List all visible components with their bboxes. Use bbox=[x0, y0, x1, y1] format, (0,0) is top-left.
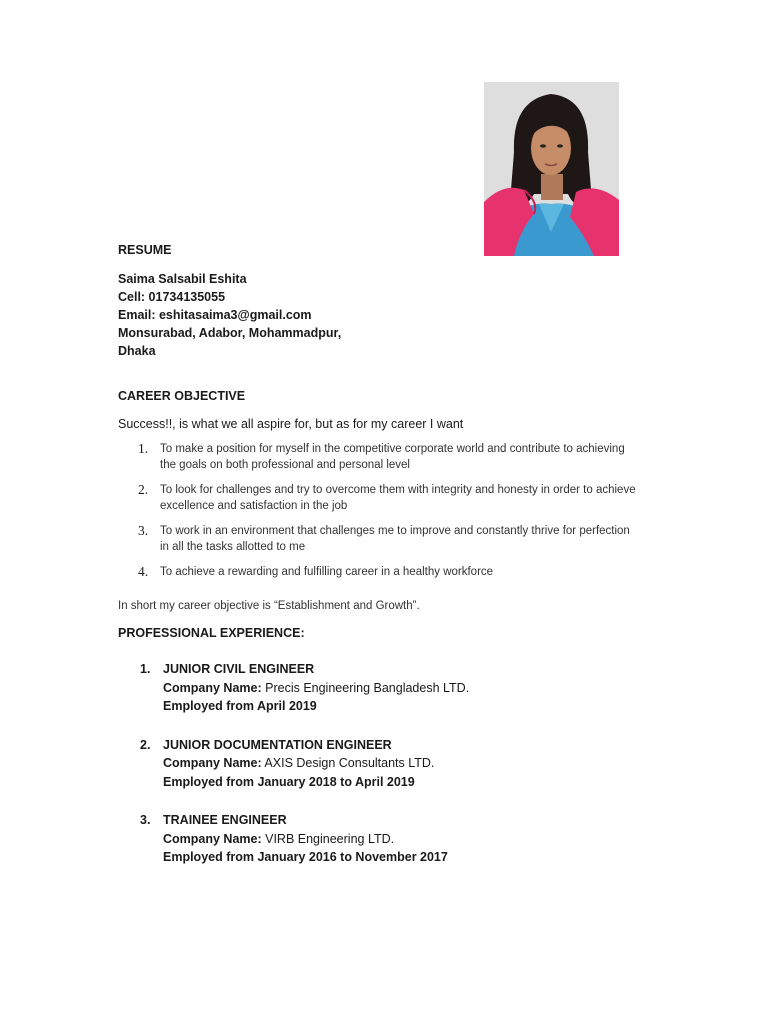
list-item bbox=[118, 523, 638, 555]
objective-text: To make a position for myself in the competitive corporate world and contribute to achieving the goals on both professional and personal level bbox=[160, 443, 625, 471]
contact-cell: Cell: 01734135055 bbox=[118, 290, 226, 304]
resume-title: RESUME bbox=[118, 243, 172, 257]
contact-address-line1: Monsurabad, Adabor, Mohammadpur, bbox=[118, 326, 342, 340]
job-title: JUNIOR CIVIL ENGINEER bbox=[163, 662, 315, 676]
objective-number: 4. bbox=[138, 564, 149, 579]
profile-photo bbox=[484, 82, 619, 256]
objective-text: To achieve a rewarding and fulfilling career in a healthy workforce bbox=[160, 566, 494, 578]
experience-list bbox=[118, 660, 638, 887]
company-name: VIRB Engineering LTD. bbox=[261, 831, 395, 846]
contact-name: Saima Salsabil Eshita bbox=[118, 272, 247, 286]
list-item bbox=[118, 441, 638, 473]
contact-address-line2: Dhaka bbox=[118, 344, 156, 358]
contact-block bbox=[118, 270, 341, 360]
career-objective-heading: CAREER OBJECTIVE bbox=[118, 389, 246, 403]
company-label: Company Name: bbox=[163, 680, 262, 695]
job-title: TRAINEE ENGINEER bbox=[163, 813, 287, 827]
career-objective-summary: In short my career objective is “Establishment and Growth”. bbox=[118, 600, 420, 612]
company-label: Company Name: bbox=[163, 756, 262, 770]
objective-number: 3. bbox=[138, 523, 149, 538]
list-item bbox=[118, 482, 638, 514]
experience-number: 2. bbox=[140, 737, 151, 752]
objective-text: To work in an environment that challenges me to improve and constantly thrive for perfection in all the tasks allotted to me bbox=[160, 525, 630, 553]
employment-period: Employed from January 2018 to April 2019 bbox=[163, 774, 415, 789]
professional-experience-heading: PROFESSIONAL EXPERIENCE: bbox=[118, 626, 305, 640]
list-item bbox=[118, 564, 638, 580]
employment-period: Employed from April 2019 bbox=[163, 699, 317, 713]
experience-number: 1. bbox=[140, 662, 151, 676]
career-objectives-list bbox=[118, 441, 638, 589]
objective-number: 2. bbox=[138, 482, 149, 497]
experience-number: 3. bbox=[140, 813, 151, 827]
company-label: Company Name: bbox=[163, 831, 262, 846]
job-title: JUNIOR DOCUMENTATION ENGINEER bbox=[163, 737, 392, 752]
employment-period: Employed from January 2016 to November 2017 bbox=[163, 850, 448, 864]
objective-text: To look for challenges and try to overcome them with integrity and honesty in order to achieve excellence and satisfaction in the job bbox=[160, 484, 636, 512]
objective-number: 1. bbox=[138, 441, 149, 456]
company-name: AXIS Design Consultants LTD. bbox=[261, 756, 435, 770]
career-objective-intro: Success!!, is what we all aspire for, but as for my career I want bbox=[118, 417, 464, 431]
list-item bbox=[118, 811, 638, 867]
list-item bbox=[118, 660, 638, 716]
list-item bbox=[118, 736, 638, 792]
contact-email: Email: eshitasaima3@gmail.com bbox=[118, 308, 312, 322]
company-name: Precis Engineering Bangladesh LTD. bbox=[261, 680, 470, 695]
